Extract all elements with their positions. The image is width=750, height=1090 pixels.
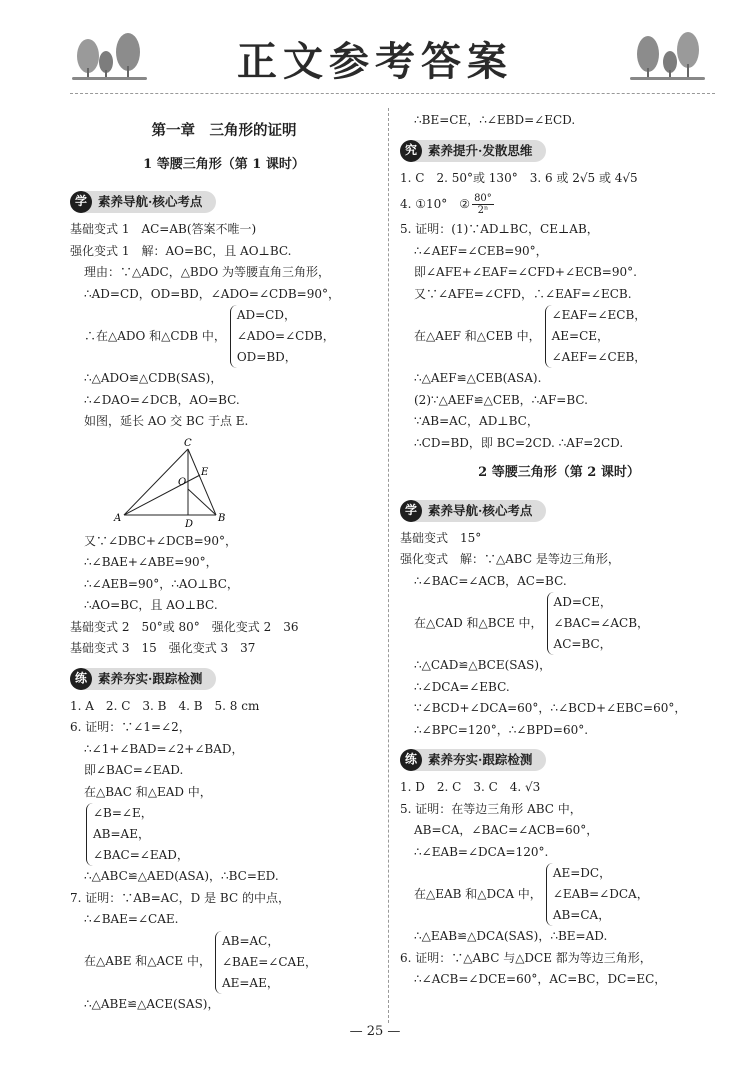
answer-line: 强化变式 1 解：AO=BC，且 AO⊥BC. [70,243,292,258]
section-banner [400,747,718,773]
equation-line: ∠BAC=∠ACB， [553,616,650,630]
answer-line: ∴∠BAC=∠ACB，AC=BC. [414,573,567,588]
answer-line: 1. D 2. C 3. C 4. √3 [400,780,541,794]
vertex-label-b: B [218,512,226,524]
fraction-numerator: 80° [474,193,492,204]
equation-line: ∠AEF=∠CEB， [551,350,647,364]
equation-line: AC=BC， [553,637,612,651]
chapter-heading: 第一章 三角形的证明 [151,122,297,139]
equation-line: AE=AE， [221,975,279,990]
section-banner-label: 素养提升·发散思维 [414,140,546,162]
equation-line: ∠EAB=∠DCA， [552,887,649,901]
answer-line: ∴∠1+∠BAD=∠2+∠BAD， [84,741,244,756]
answer-line: ∴AD=CD，OD=BD，∠ADO=∠CDB=90°， [84,286,340,301]
section-banner [70,189,378,215]
lesson-heading: 1 等腰三角形（第 1 课时） [143,156,305,172]
answer-line: ∴∠BAE+∠ABE=90°， [84,555,218,569]
page-number: — 25 — [349,1024,401,1039]
answer-text: 4. ①10° ② [400,197,471,211]
vertex-label-a: A [114,512,122,524]
page-header [0,0,750,100]
answer-line: 即∠AFE+∠EAF=∠CFD+∠ECB=90°. [414,265,637,279]
section-badge: 练 [70,668,92,690]
vertex-label-e: E [201,466,209,478]
section-banner [70,666,378,692]
brace [230,305,335,368]
brace [215,931,317,994]
answer-line: ∴∠AEB=90°，∴AO⊥BC， [84,576,239,591]
fraction [472,193,494,216]
answer-line: 6. 证明：∵△ABC 与△DCE 都为等边三角形， [400,950,652,965]
answer-line: ∵∠BCD+∠DCA=60°，∴∠BCD+∠EBC=60°， [414,701,687,715]
answer-line: 5. 证明：(1)∵AD⊥BC，CE⊥AB， [400,222,599,236]
answer-line: 又∵∠AFE=∠CFD，∴∠EAF=∠ECB. [414,286,632,301]
header-divider [70,93,715,94]
brace [86,803,189,866]
answer-line: 5. 证明：在等边三角形 ABC 中， [400,801,582,816]
trees-icon [630,30,705,82]
answer-line: 1. C 2. 50°或 130° 3. 6 或 2√5 或 4√5 [400,170,638,185]
vertex-label-d: D [185,518,194,529]
answer-line: 基础变式 3 15 强化变式 3 37 [70,641,256,655]
answer-line: ∴∠DCA=∠EBC. [414,679,510,694]
equation-line: AE=CE， [551,329,610,343]
equation-system-prefix: 在△ABE 和△ACE 中， [84,954,211,969]
section-badge: 学 [70,191,92,213]
section-badge: 练 [400,749,422,771]
brace [547,592,650,655]
section-banner-label: 素养夯实·跟踪检测 [84,668,216,690]
equation-system [70,305,378,368]
equation-line: AD=CD， [236,308,296,322]
equation-system [70,803,378,866]
brace [546,863,649,926]
equation-line: ∠BAC=∠EAD， [93,848,189,862]
answer-line: ∴△CAD≌△BCE(SAS)， [414,658,552,672]
fraction-denominator: 2ⁿ [477,205,489,216]
page-title: 正文参考答案 [237,38,513,85]
equation-line: AD=CE， [553,595,612,609]
answer-line: 理由：∵△ADC，△BDO 为等腰直角三角形， [84,265,331,279]
answer-line: ∴△AEF≌△CEB(ASA). [414,371,542,385]
answer-line: ∴∠BPC=120°，∴∠BPD=60°. [414,722,589,737]
answer-line: ∴∠DAO=∠DCB，AO=BC. [84,392,240,407]
answer-line: ∴∠EAB=∠DCA=120°. [414,844,549,859]
answer-line: ∴CD=BD，即 BC=2CD. ∴AF=2CD. [414,435,624,450]
answer-line [400,189,718,219]
answer-line: 强化变式 解：∵△ABC 是等边三角形， [400,552,620,566]
equation-line: ∠B=∠E， [93,806,153,820]
answer-line: ∴△ABE≌△ACE(SAS)， [84,996,220,1011]
equation-line: AB=CA， [552,908,611,922]
answer-line: 基础变式 1 AC=AB(答案不唯一) [70,222,257,236]
section-banner-label: 素养导航·核心考点 [84,191,216,213]
triangle-figure [108,437,378,529]
lesson-heading: 2 等腰三角形（第 2 课时） [478,465,640,480]
equation-system-prefix: 在△CAD 和△BCE 中， [414,615,543,630]
vertex-label-c: C [184,437,192,449]
answer-line: (2)∵△AEF≌△CEB，∴AF=BC. [414,392,588,407]
equation-line: OD=BD， [236,350,297,364]
equation-system-prefix: 在△AEF 和△CEB 中， [414,328,541,343]
right-column [400,110,718,991]
answer-line: 即∠BAC=∠EAD. [84,763,184,777]
equation-system-prefix: ∴在△ADO 和△CDB 中， [84,328,226,343]
answer-line: 在△BAC 和△EAD 中， [84,784,212,799]
answer-line: 6. 证明：∵∠1=∠2， [70,720,191,734]
equation-system [70,931,378,994]
triangle-diagram [108,437,258,529]
equation-system-prefix: 在△EAB 和△DCA 中， [414,886,542,901]
answer-line: ∴△ADO≌△CDB(SAS)， [84,371,223,385]
section-banner [400,138,718,164]
answer-line: ∵AB=AC，AD⊥BC， [414,414,539,428]
answer-line: ∴∠BAE=∠CAE. [84,912,179,926]
equation-system [400,305,718,368]
vertex-label-o: O [178,476,187,488]
answer-line: 又∵∠DBC+∠DCB=90°， [84,533,237,548]
answer-line: ∴AO=BC，且 AO⊥BC. [84,598,218,612]
column-divider [388,108,389,1023]
answer-line: ∴∠AEF=∠CEB=90°， [414,243,548,258]
answer-line: AB=CA，∠BAC=∠ACB=60°， [414,823,599,837]
equation-line: AE=DC， [552,866,612,880]
equation-line: AB=AE， [93,827,150,841]
section-banner-label: 素养导航·核心考点 [414,500,546,522]
answer-line: 7. 证明：∵AB=AC，D 是 BC 的中点， [70,890,290,905]
equation-system [400,592,718,655]
equation-line: ∠BAE=∠CAE， [221,954,317,969]
answer-line: ∴BE=CE，∴∠EBD=∠ECD. [414,113,576,127]
answer-line: 1. A 2. C 3. B 4. B 5. 8 cm [70,698,260,713]
section-banner-label: 素养夯实·跟踪检测 [414,749,546,771]
equation-line: AB=AC， [221,933,280,948]
brace [545,305,647,368]
section-banner [400,498,718,524]
answer-line: 基础变式 2 50°或 80° 强化变式 2 36 [70,619,299,634]
answer-line: 基础变式 15° [400,530,482,545]
answer-line: ∴△ABC≌△AED(ASA)，∴BC=ED. [84,869,279,883]
answer-line: ∴△EAB≌△DCA(SAS)，∴BE=AD. [414,929,608,943]
section-badge: 究 [400,140,422,162]
equation-system [400,863,718,926]
answer-line: ∴∠ACB=∠DCE=60°，AC=BC，DC=EC， [414,972,667,986]
section-badge: 学 [400,500,422,522]
answer-line: 如图，延长 AO 交 BC 于点 E. [84,414,249,428]
equation-line: ∠EAF=∠ECB， [551,308,647,322]
equation-line: ∠ADO=∠CDB， [236,329,335,343]
left-column [70,110,378,1015]
